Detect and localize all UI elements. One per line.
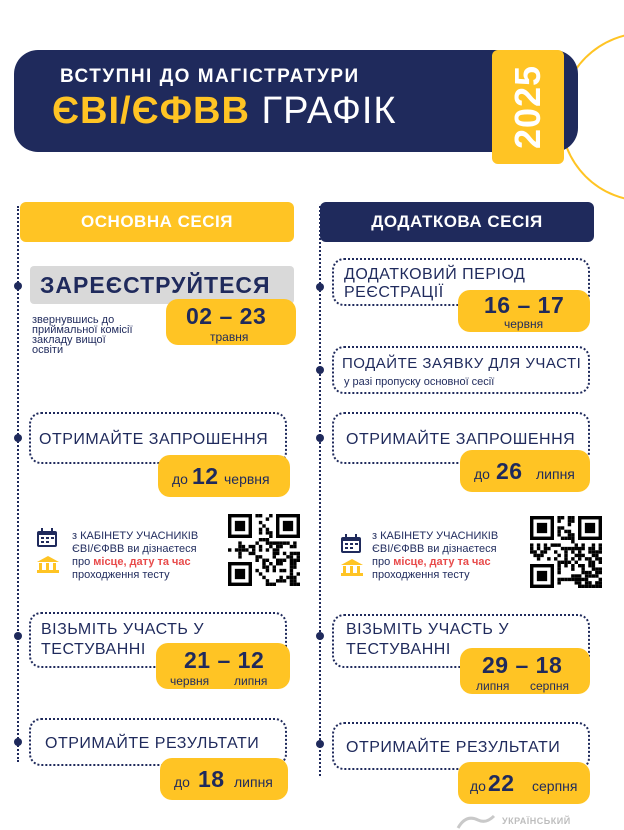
apply-note: у разі пропуску основної сесії bbox=[344, 376, 495, 388]
calendar-icon bbox=[36, 528, 58, 548]
invite-title: ОТРИМАЙТЕ ЗАПРОШЕННЯ bbox=[39, 431, 269, 448]
extra-test-title-line1: ВІЗЬМІТЬ УЧАСТЬ У bbox=[346, 621, 509, 638]
results-date-pill bbox=[160, 758, 288, 800]
extra-invite-prefix: до bbox=[474, 466, 490, 482]
extra-results-day: 22 bbox=[488, 770, 515, 796]
extra-test-title-line2: ТЕСТУВАННІ bbox=[346, 641, 451, 658]
extra-results-month: серпня bbox=[532, 778, 578, 794]
building-icon bbox=[36, 555, 60, 573]
extra-invite-title: ОТРИМАЙТЕ ЗАПРОШЕННЯ bbox=[346, 431, 576, 448]
test-dates: 21 – 12 bbox=[184, 647, 265, 673]
extra-register-date-pill bbox=[458, 290, 590, 332]
extra-session-header: ДОДАТКОВА СЕСІЯ bbox=[320, 202, 594, 242]
cabinet-line: з КАБІНЕТУ УЧАСНИКІВ bbox=[72, 530, 199, 542]
results-day: 18 bbox=[198, 766, 225, 792]
extra-results-prefix: до bbox=[470, 778, 486, 794]
extra-results-title: ОТРИМАЙТЕ РЕЗУЛЬТАТИ bbox=[346, 739, 561, 756]
extra-cabinet-line: ЄВІ/ЄФВВ ви дізнаєтеся bbox=[372, 543, 497, 555]
extra-invite-day: 26 bbox=[496, 458, 523, 484]
extra-cabinet-line bbox=[372, 556, 491, 569]
cabinet-line-pre: про bbox=[72, 556, 94, 568]
test-month2: липня bbox=[234, 674, 268, 688]
extra-cabinet-line: проходження тесту bbox=[372, 569, 470, 581]
register-note-line: закладу вищої bbox=[32, 334, 106, 346]
results-month: липня bbox=[234, 774, 273, 790]
extra-register-title-line2: РЕЄСТРАЦІЇ bbox=[344, 284, 444, 301]
apply-title: ПОДАЙТЕ ЗАЯВКУ ДЛЯ УЧАСТІ bbox=[342, 355, 582, 372]
header-title-highlight: ЄВІ/ЄФВВ bbox=[52, 90, 250, 132]
timeline-dot bbox=[316, 434, 324, 442]
cabinet-line bbox=[72, 556, 191, 569]
building-icon bbox=[340, 558, 364, 576]
timeline-dot bbox=[14, 632, 22, 640]
timeline-dot bbox=[316, 740, 324, 748]
cabinet-highlight: місце, дату та час bbox=[93, 556, 191, 568]
timeline-dot bbox=[316, 632, 324, 640]
cabinet-line: ЄВІ/ЄФВВ ви дізнаєтеся bbox=[72, 543, 197, 555]
extra-register-month: червня bbox=[504, 317, 544, 331]
calendar-icon bbox=[340, 534, 362, 554]
test-title-line1: ВІЗЬМІТЬ УЧАСТЬ У bbox=[41, 621, 204, 638]
register-note-line: приймальної комісії bbox=[32, 324, 133, 336]
extra-timeline-line bbox=[319, 206, 321, 776]
timeline-dot bbox=[14, 282, 22, 290]
main-session-header: ОСНОВНА СЕСІЯ bbox=[20, 202, 294, 242]
header-title-rest: ГРАФІК bbox=[261, 90, 397, 132]
apply-box bbox=[332, 346, 590, 394]
year-text: 2025 bbox=[507, 64, 548, 150]
results-title: ОТРИМАЙТЕ РЕЗУЛЬТАТИ bbox=[45, 735, 260, 752]
timeline-dot bbox=[316, 366, 324, 374]
extra-results-date-pill bbox=[458, 762, 590, 804]
test-date-pill bbox=[156, 643, 290, 689]
extra-test-month2: серпня bbox=[530, 679, 569, 693]
qr-code-icon[interactable] bbox=[530, 516, 602, 588]
register-dates: 02 – 23 bbox=[186, 303, 267, 329]
extra-invite-month: липня bbox=[536, 466, 575, 482]
extra-invite-date-pill bbox=[460, 450, 590, 492]
register-note-line: освіти bbox=[32, 344, 64, 356]
cabinet-line: проходження тесту bbox=[72, 569, 170, 581]
register-title: ЗАРЕЄСТРУЙТЕСЯ bbox=[30, 266, 294, 304]
qr-code-icon[interactable] bbox=[228, 514, 300, 586]
invite-prefix: до bbox=[172, 471, 188, 487]
header-title bbox=[52, 90, 397, 133]
header-subtitle: ВСТУПНІ ДО МАГІСТРАТУРИ bbox=[60, 66, 360, 87]
invite-day: 12 bbox=[192, 463, 219, 489]
invite-month: червня bbox=[224, 471, 270, 487]
logo-icon bbox=[456, 812, 496, 830]
extra-test-dates: 29 – 18 bbox=[482, 652, 563, 678]
test-title-line2: ТЕСТУВАННІ bbox=[41, 641, 146, 658]
footer-logo-text: УКРАЇНСЬКИЙ bbox=[502, 816, 571, 826]
results-prefix: до bbox=[174, 774, 190, 790]
extra-test-month1: липня bbox=[476, 679, 510, 693]
timeline-dot bbox=[14, 738, 22, 746]
extra-register-dates: 16 – 17 bbox=[484, 292, 565, 318]
invite-date-pill bbox=[158, 455, 290, 497]
timeline-dot bbox=[316, 283, 324, 291]
register-month: травня bbox=[210, 330, 249, 344]
extra-test-date-pill bbox=[460, 648, 590, 694]
extra-cabinet-line: з КАБІНЕТУ УЧАСНИКІВ bbox=[372, 530, 499, 542]
test-month1: червня bbox=[170, 674, 210, 688]
extra-cabinet-highlight: місце, дату та час bbox=[393, 556, 491, 568]
register-note-line: звернувшись до bbox=[32, 314, 115, 326]
register-date-pill bbox=[166, 299, 296, 345]
extra-register-title-line1: ДОДАТКОВИЙ ПЕРІОД bbox=[344, 266, 526, 283]
timeline-dot bbox=[14, 434, 22, 442]
extra-cabinet-line-pre: про bbox=[372, 556, 394, 568]
